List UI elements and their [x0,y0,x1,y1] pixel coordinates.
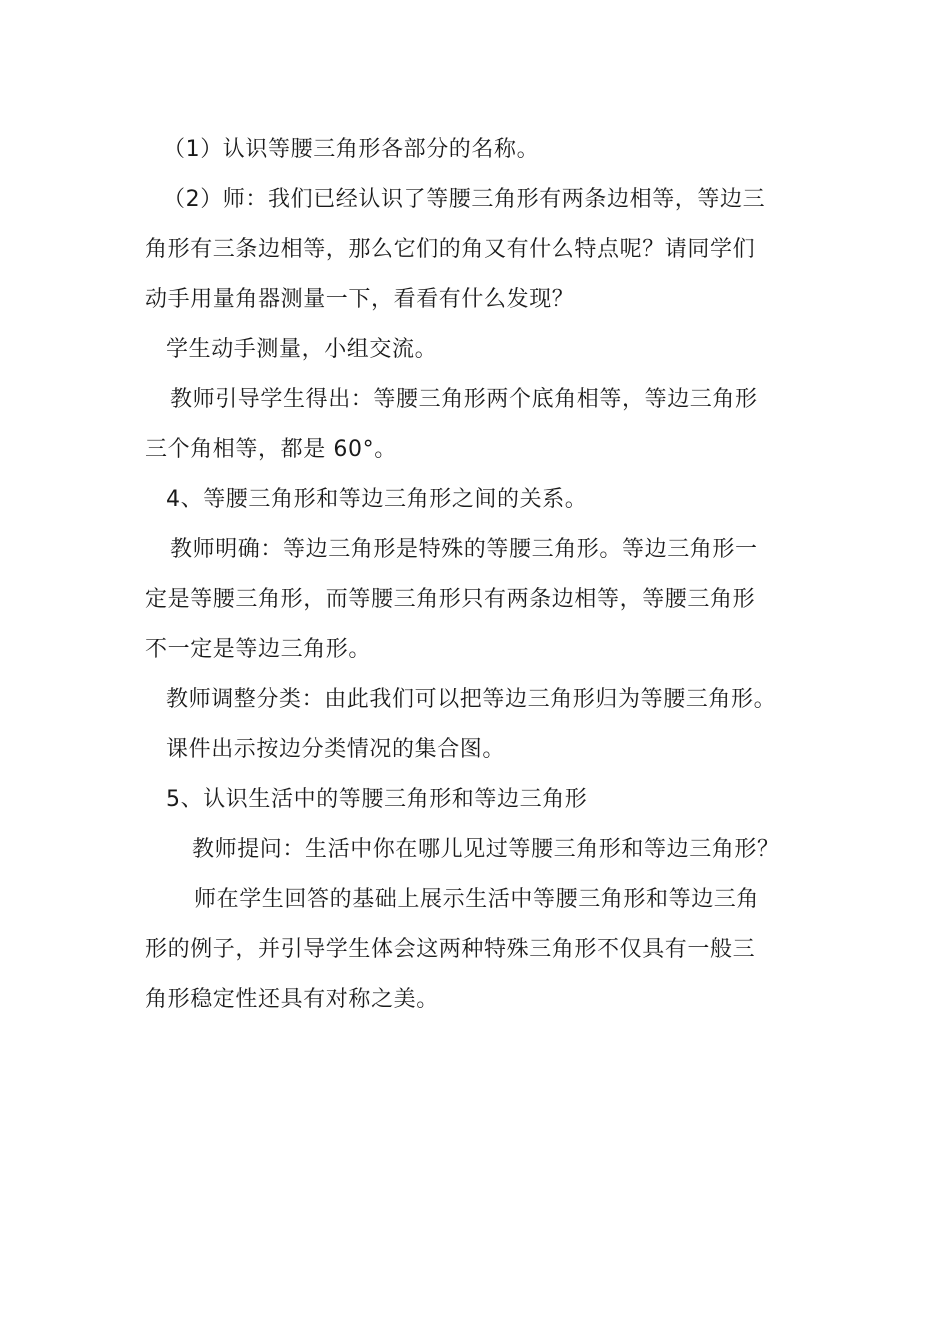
text-line-8: 4、等腰三角形和等边三角形之间的关系。 [166,487,588,512]
text-line-3: 角形有三条边相等，那么它们的角又有什么特点呢？请同学们 [145,237,756,262]
text-line-7: 三个角相等，都是 60°。 [145,437,397,462]
text-line-1: （1）认识等腰三角形各部分的名称。 [163,137,540,162]
text-line-15: 教师提问：生活中你在哪儿见过等腰三角形和等边三角形？ [192,837,780,862]
text-line-17: 形的例子，并引导学生体会这两种特殊三角形不仅具有一般三 [145,937,756,962]
text-line-11: 不一定是等边三角形。 [145,637,372,662]
text-line-4: 动手用量角器测量一下，看看有什么发现？ [145,287,575,312]
text-line-10: 定是等腰三角形，而等腰三角形只有两条边相等，等腰三角形 [145,587,756,612]
text-line-2: （2）师：我们已经认识了等腰三角形有两条边相等，等边三 [163,187,766,212]
text-line-14: 5、认识生活中的等腰三角形和等边三角形 [166,787,588,812]
text-line-5: 学生动手测量，小组交流。 [166,337,438,362]
text-line-16: 师在学生回答的基础上展示生活中等腰三角形和等边三角 [194,887,760,912]
text-line-12: 教师调整分类：由此我们可以把等边三角形归为等腰三角形。 [166,687,777,712]
text-line-18: 角形稳定性还具有对称之美。 [145,987,439,1012]
text-line-6: 教师引导学生得出：等腰三角形两个底角相等，等边三角形 [170,387,758,412]
text-line-13: 课件出示按边分类情况的集合图。 [166,737,506,762]
text-line-9: 教师明确：等边三角形是特殊的等腰三角形。等边三角形一 [170,537,758,562]
